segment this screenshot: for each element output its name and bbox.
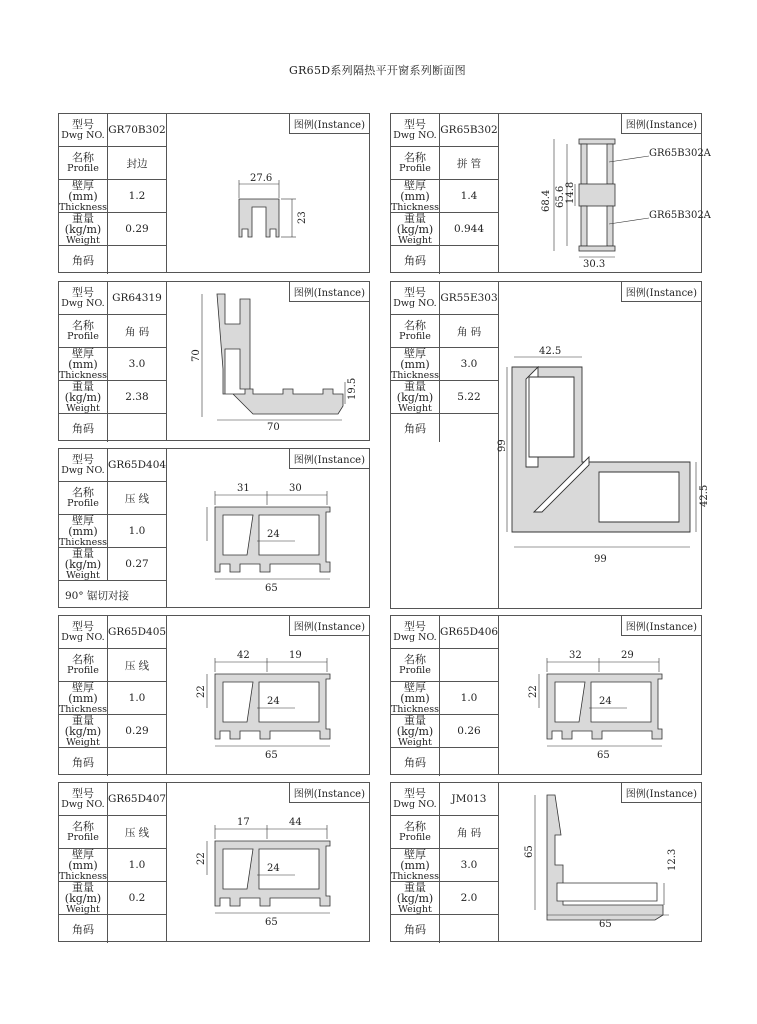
dimension-label: 65 xyxy=(265,917,278,928)
dim-height: 23 xyxy=(297,211,308,224)
footer-row xyxy=(391,414,499,442)
weight-row xyxy=(391,715,499,748)
profile-card xyxy=(58,448,370,608)
row-label: 型号 Dwg NO. xyxy=(59,616,108,648)
row-label: 壁厚(mm) Thickness xyxy=(390,178,440,213)
row-label: 角码 xyxy=(59,414,108,442)
profile-card xyxy=(58,615,370,775)
profile-row xyxy=(391,816,499,849)
row-value xyxy=(107,414,167,442)
spec-table xyxy=(391,783,499,941)
weight-row xyxy=(391,381,499,414)
dwg-row xyxy=(391,616,499,649)
callout-b: GR65B302A xyxy=(649,210,711,221)
row-value: 0.26 xyxy=(457,725,481,737)
row-value: 90° 锯切对接 xyxy=(65,589,129,602)
profile-drawing xyxy=(167,282,425,440)
row-value: 0.29 xyxy=(125,725,149,737)
dimension-label: 22 xyxy=(528,685,539,698)
row-value: 拼 管 xyxy=(456,157,482,170)
dwg-row xyxy=(59,449,167,482)
row-value xyxy=(439,246,499,274)
row-value: 2.0 xyxy=(460,892,478,904)
row-value: 角 码 xyxy=(124,325,150,338)
dim-width: 27.6 xyxy=(250,173,273,184)
profile-drawing xyxy=(167,114,425,272)
dimension-label: 30 xyxy=(289,483,302,494)
dimension-label: 65 xyxy=(265,750,278,761)
row-value: GR64319 xyxy=(112,292,162,304)
profile-drawing xyxy=(499,783,757,941)
row-label: 重量(kg/m) Weight xyxy=(59,882,108,914)
row-label: 角码 xyxy=(59,246,108,274)
row-value: 0.27 xyxy=(125,558,149,570)
dimension-label: 24 xyxy=(599,696,612,707)
dimension-label: 70 xyxy=(191,349,202,362)
spec-table xyxy=(59,783,167,941)
row-label: 重量(kg/m) Weight xyxy=(59,213,108,245)
thickness-row xyxy=(59,849,167,882)
row-label: 名称 Profile xyxy=(391,315,440,347)
dimension-label: 65.6 xyxy=(555,185,566,208)
dimension-label: 99 xyxy=(497,439,508,452)
profile-drawing xyxy=(499,616,757,774)
profile-row xyxy=(59,816,167,849)
dimension-label: 24 xyxy=(267,863,280,874)
row-label: 壁厚(mm) Thickness xyxy=(58,178,108,213)
dimension-label: 31 xyxy=(237,483,250,494)
row-label: 型号 Dwg NO. xyxy=(391,282,440,314)
row-value xyxy=(439,414,499,442)
row-value: 封边 xyxy=(126,157,148,170)
profile-row xyxy=(59,315,167,348)
footer-row xyxy=(59,581,167,609)
row-label: 型号 Dwg NO. xyxy=(59,449,108,481)
spec-table xyxy=(59,449,167,607)
row-value: 1.0 xyxy=(128,859,146,871)
weight-row xyxy=(59,715,167,748)
row-value: 1.0 xyxy=(128,692,146,704)
figure-area xyxy=(167,449,369,607)
row-value: 0.29 xyxy=(125,223,149,235)
dimension-label: 29 xyxy=(621,650,634,661)
profile-drawing xyxy=(167,616,425,774)
row-value: 0.2 xyxy=(128,892,146,904)
row-value: 1.0 xyxy=(460,692,478,704)
row-label: 重量(kg/m) Weight xyxy=(391,381,440,413)
footer-row xyxy=(391,748,499,776)
row-label: 名称 Profile xyxy=(59,649,108,681)
dwg-row xyxy=(59,282,167,315)
row-label: 型号 Dwg NO. xyxy=(391,616,440,648)
weight-row xyxy=(391,213,499,246)
profile-drawing xyxy=(499,114,757,272)
thickness-row xyxy=(391,682,499,715)
dimension-label: 99 xyxy=(594,554,607,565)
row-label: 型号 Dwg NO. xyxy=(59,114,108,146)
row-value: GR65B302 xyxy=(440,124,498,136)
row-label: 壁厚(mm) Thickness xyxy=(58,847,108,882)
row-value: 压 线 xyxy=(124,659,150,672)
row-value xyxy=(439,649,499,681)
footer-row xyxy=(59,246,167,274)
row-label: 角码 xyxy=(391,246,440,274)
dimension-label: 30.3 xyxy=(583,259,606,270)
dimension-label: 24 xyxy=(267,529,280,540)
weight-row xyxy=(59,213,167,246)
row-label: 型号 Dwg NO. xyxy=(391,114,440,146)
row-value: 1.4 xyxy=(460,190,478,202)
row-label: 名称 Profile xyxy=(391,649,440,681)
profile-card xyxy=(58,782,370,942)
profile-drawing xyxy=(167,449,425,607)
figure-area xyxy=(167,616,369,774)
row-label: 壁厚(mm) Thickness xyxy=(390,346,440,381)
dimension-label: 42.5 xyxy=(539,346,562,357)
dwg-row xyxy=(59,783,167,816)
row-label: 角码 xyxy=(59,915,108,943)
row-label: 型号 Dwg NO. xyxy=(391,783,440,815)
profile-card xyxy=(390,615,702,775)
instance-label: 图例(Instance) xyxy=(289,449,369,469)
row-label: 壁厚(mm) Thickness xyxy=(390,847,440,882)
footer-row xyxy=(59,414,167,442)
dimension-label: 65 xyxy=(597,750,610,761)
figure-area xyxy=(499,783,701,941)
dimension-label: 65 xyxy=(599,919,612,930)
row-label: 名称 Profile xyxy=(391,816,440,848)
instance-label: 图例(Instance) xyxy=(621,616,701,636)
profile-card xyxy=(390,782,702,942)
row-label: 重量(kg/m) Weight xyxy=(391,715,440,747)
row-label: 角码 xyxy=(391,915,440,943)
row-value: 角 码 xyxy=(456,826,482,839)
instance-label: 图例(Instance) xyxy=(621,114,701,134)
profile-row xyxy=(59,649,167,682)
instance-label: 图例(Instance) xyxy=(289,616,369,636)
weight-row xyxy=(59,882,167,915)
row-label: 角码 xyxy=(391,748,440,776)
row-value xyxy=(107,748,167,776)
row-value: 压 线 xyxy=(124,492,150,505)
thickness-row xyxy=(391,180,499,213)
row-label: 重量(kg/m) Weight xyxy=(391,213,440,245)
row-value: JM013 xyxy=(451,793,487,805)
spec-table xyxy=(391,114,499,272)
row-label: 壁厚(mm) Thickness xyxy=(58,346,108,381)
dimension-label: 22 xyxy=(196,685,207,698)
profile-card xyxy=(390,281,710,609)
profile-row xyxy=(391,147,499,180)
dimension-label: 22 xyxy=(196,852,207,865)
dwg-row xyxy=(391,114,499,147)
row-label: 重量(kg/m) Weight xyxy=(59,548,108,580)
row-value: GR65D404 xyxy=(107,459,167,471)
spec-table xyxy=(59,114,167,272)
row-value: 0.944 xyxy=(453,223,485,235)
row-value: GR65D405 xyxy=(107,626,167,638)
callout-a: GR65B302A xyxy=(649,148,711,159)
thickness-row xyxy=(59,515,167,548)
row-value: 压 线 xyxy=(124,826,150,839)
row-value: 3.0 xyxy=(128,358,146,370)
profile-drawing xyxy=(499,282,757,608)
dimension-label: 12.3 xyxy=(667,848,678,871)
row-label: 名称 Profile xyxy=(59,482,108,514)
weight-row xyxy=(59,381,167,414)
figure-area xyxy=(167,783,369,941)
figure-area xyxy=(497,282,710,608)
thickness-row xyxy=(391,849,499,882)
page-title: GR65D系列隔热平开窗系列断面图 xyxy=(289,64,466,77)
thickness-row xyxy=(59,180,167,213)
thickness-row xyxy=(391,348,499,381)
dimension-label: 19.5 xyxy=(347,377,358,400)
instance-label: 图例(Instance) xyxy=(289,114,369,134)
row-label: 重量(kg/m) Weight xyxy=(59,381,108,413)
instance-label: 图例(Instance) xyxy=(289,783,369,803)
row-label: 名称 Profile xyxy=(59,315,108,347)
row-label: 角码 xyxy=(59,748,108,776)
dimension-label: 42.5 xyxy=(699,484,710,507)
dwg-row xyxy=(391,783,499,816)
dwg-row xyxy=(59,616,167,649)
row-value xyxy=(107,915,167,943)
profile-row xyxy=(391,649,499,682)
profile-row xyxy=(59,482,167,515)
dwg-row xyxy=(59,114,167,147)
profile-drawing xyxy=(167,783,425,941)
row-value: GR65D407 xyxy=(107,793,167,805)
spec-table xyxy=(59,616,167,774)
instance-label: 图例(Instance) xyxy=(621,282,701,302)
row-value: GR65D406 xyxy=(439,626,499,638)
spec-table xyxy=(391,616,499,774)
instance-label: 图例(Instance) xyxy=(289,282,369,302)
profile-card xyxy=(58,113,370,273)
profile-card xyxy=(58,281,370,441)
row-value: GR70B302 xyxy=(108,124,166,136)
figure-area xyxy=(499,114,711,272)
dimension-label: 17 xyxy=(237,817,250,828)
footer-row xyxy=(391,246,499,274)
footer-row xyxy=(59,915,167,943)
row-value: 角 码 xyxy=(456,325,482,338)
figure-area xyxy=(167,114,369,272)
profile-card xyxy=(390,113,711,273)
weight-row xyxy=(59,548,167,581)
row-value xyxy=(107,246,167,274)
row-label: 型号 Dwg NO. xyxy=(59,282,108,314)
row-label: 角码 xyxy=(391,414,440,442)
thickness-row xyxy=(59,348,167,381)
row-value: GR55E303 xyxy=(440,292,498,304)
row-label: 壁厚(mm) Thickness xyxy=(58,680,108,715)
dimension-label: 42 xyxy=(237,650,250,661)
row-label: 名称 Profile xyxy=(59,147,108,179)
instance-label: 图例(Instance) xyxy=(621,783,701,803)
thickness-row xyxy=(59,682,167,715)
row-value: 5.22 xyxy=(457,391,481,403)
row-label: 型号 Dwg NO. xyxy=(59,783,108,815)
dimension-label: 32 xyxy=(569,650,582,661)
row-value: 1.0 xyxy=(128,525,146,537)
row-value: 1.2 xyxy=(128,190,146,202)
dimension-label: 68.4 xyxy=(541,189,552,212)
row-value xyxy=(439,748,499,776)
dimension-label: 24 xyxy=(267,696,280,707)
row-label: 重量(kg/m) Weight xyxy=(59,715,108,747)
profile-row xyxy=(391,315,499,348)
row-value: 2.38 xyxy=(125,391,149,403)
weight-row xyxy=(391,882,499,915)
footer-row xyxy=(59,748,167,776)
row-value: 3.0 xyxy=(460,859,478,871)
row-label: 壁厚(mm) Thickness xyxy=(390,680,440,715)
figure-area xyxy=(167,282,369,440)
spec-table xyxy=(59,282,167,440)
dimension-label: 44 xyxy=(289,817,302,828)
footer-row xyxy=(391,915,499,943)
dimension-label: 14.8 xyxy=(565,181,576,204)
row-value: 3.0 xyxy=(460,358,478,370)
row-label: 名称 Profile xyxy=(59,816,108,848)
profile-row xyxy=(59,147,167,180)
row-label: 壁厚(mm) Thickness xyxy=(58,513,108,548)
dwg-row xyxy=(391,282,499,315)
figure-area xyxy=(499,616,701,774)
dimension-label: 19 xyxy=(289,650,302,661)
row-label: 名称 Profile xyxy=(391,147,440,179)
dimension-label: 65 xyxy=(524,845,535,858)
dimension-label: 65 xyxy=(265,583,278,594)
row-value xyxy=(439,915,499,943)
dimension-label: 70 xyxy=(267,422,280,433)
row-label: 重量(kg/m) Weight xyxy=(391,882,440,914)
